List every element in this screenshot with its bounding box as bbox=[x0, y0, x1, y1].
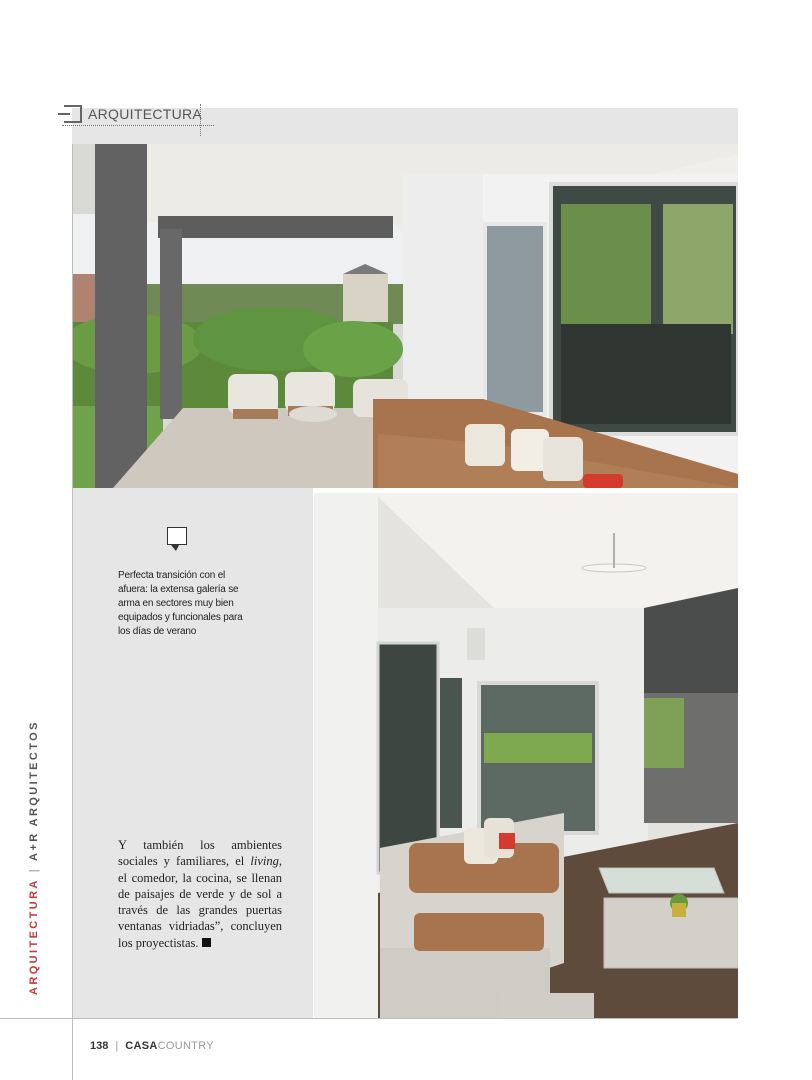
brand-part-1: CASA bbox=[125, 1040, 158, 1052]
page-footer bbox=[90, 1040, 214, 1052]
end-of-article-mark bbox=[202, 938, 211, 947]
caption-line: equipados y funcionales para bbox=[118, 612, 243, 623]
caption-line: arma en sectores muy bien bbox=[118, 598, 234, 609]
gallery-photo-bottom bbox=[314, 493, 738, 1018]
body-paragraph bbox=[118, 837, 282, 951]
header-dotted-divider bbox=[200, 104, 201, 136]
body-text-before: Y también los ambientes sociales y familiares, el bbox=[118, 838, 282, 869]
vertical-section-name: ARQUITECTURA bbox=[28, 878, 40, 995]
photo-caption bbox=[118, 569, 258, 639]
body-text-italic: living bbox=[250, 854, 279, 869]
enter-arrow-icon bbox=[64, 105, 82, 123]
caption-line: Perfecta transición con el bbox=[118, 570, 226, 581]
gallery-photo-top bbox=[73, 144, 738, 488]
section-header-label: ARQUITECTURA bbox=[88, 106, 203, 122]
section-header bbox=[64, 100, 202, 128]
footer-separator: | bbox=[115, 1040, 119, 1052]
brand-part-2: COUNTRY bbox=[157, 1040, 214, 1052]
body-text-after: , el comedor, la cocina, se llenan de paisajes de verde y de sol a través de las grandes puertas ventanas vidriadas”, concluyen los proyectistas. bbox=[118, 854, 282, 950]
vertical-section-label bbox=[28, 720, 40, 995]
speech-bubble-icon bbox=[167, 527, 187, 545]
header-dotted-rule bbox=[62, 125, 214, 126]
magazine-brand bbox=[125, 1040, 214, 1052]
vertical-separator: | bbox=[28, 866, 40, 873]
vertical-studio-name: A+R ARQUITECTOS bbox=[28, 720, 40, 861]
caption-line: los días de verano bbox=[118, 626, 197, 637]
page-number: 138 bbox=[90, 1040, 109, 1052]
footer-rule bbox=[0, 1018, 738, 1019]
caption-line: afuera: la extensa galería se bbox=[118, 584, 239, 595]
